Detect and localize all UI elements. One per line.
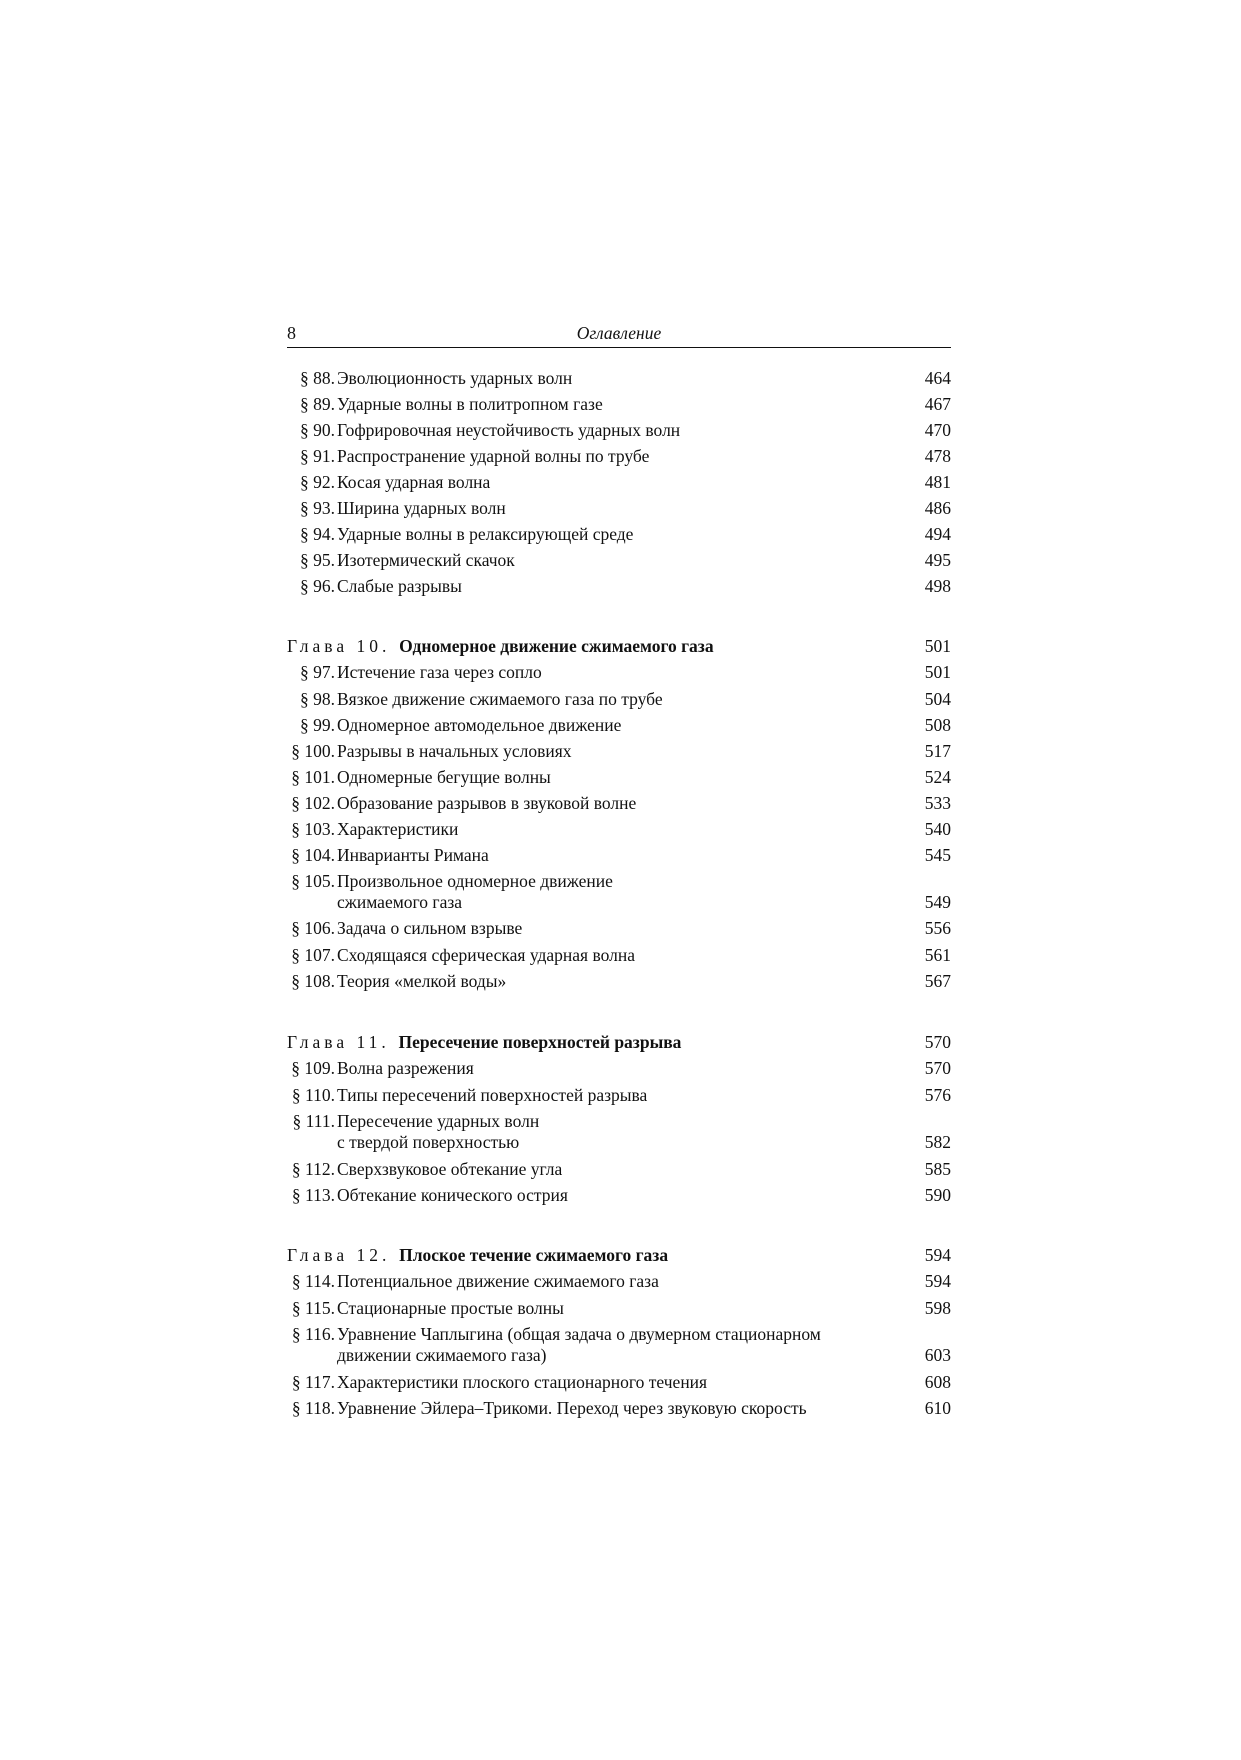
section-page: 508 bbox=[924, 715, 951, 735]
chapter-title bbox=[287, 1030, 902, 1054]
section-title-line2: движении сжимаемого газа) . . . bbox=[337, 1343, 902, 1367]
section-title: Типы пересечений поверхностей разрыва . . . bbox=[337, 1083, 902, 1107]
section-title: Уравнение Эйлера–Трикоми. Переход через звуковую скорость . . . bbox=[337, 1396, 902, 1420]
section-page: 495 bbox=[924, 550, 951, 570]
section-page: 504 bbox=[924, 689, 951, 709]
section-number: § 116. bbox=[291, 1324, 335, 1344]
section-page: 501 bbox=[924, 662, 951, 682]
section-number: § 88. bbox=[300, 368, 335, 388]
section-page: 594 bbox=[924, 1271, 951, 1291]
section-page: 481 bbox=[924, 472, 951, 492]
section-title: Сходящаяся сферическая ударная волна . . . bbox=[337, 943, 902, 967]
section-title-line1: Произвольное одномерное движение bbox=[337, 871, 613, 891]
toc-entry[interactable] bbox=[287, 1269, 951, 1293]
chapter-page: 501 bbox=[924, 636, 951, 656]
chapter-entry[interactable] bbox=[287, 634, 951, 658]
section-title: Слабые разрывы . . . bbox=[337, 574, 902, 598]
section-page: 494 bbox=[924, 524, 951, 544]
toc-entry[interactable] bbox=[287, 1056, 951, 1080]
section-number: § 94. bbox=[300, 524, 335, 544]
section-page: 478 bbox=[924, 446, 951, 466]
section-number: § 91. bbox=[300, 446, 335, 466]
section-page: 561 bbox=[924, 945, 951, 965]
section-page: 610 bbox=[924, 1398, 951, 1418]
section-page: 585 bbox=[924, 1159, 951, 1179]
section-number: § 111. bbox=[292, 1111, 335, 1131]
section-page: 467 bbox=[924, 394, 951, 414]
section-number: § 110. bbox=[291, 1085, 335, 1105]
section-number: § 99. bbox=[300, 715, 335, 735]
toc-entry[interactable] bbox=[287, 739, 951, 763]
chapter-entry[interactable] bbox=[287, 1030, 951, 1054]
section-title-line2: сжимаемого газа . . . bbox=[337, 890, 902, 914]
toc-entry[interactable] bbox=[287, 366, 951, 390]
toc-entry[interactable] bbox=[287, 1396, 951, 1420]
running-head bbox=[287, 321, 951, 348]
toc-entry[interactable] bbox=[287, 574, 951, 598]
section-number: § 93. bbox=[300, 498, 335, 518]
section-title: Сверхзвуковое обтекание угла . . . bbox=[337, 1157, 902, 1181]
toc-entry[interactable] bbox=[287, 713, 951, 737]
toc-entry[interactable] bbox=[287, 869, 951, 915]
chapter-entry[interactable] bbox=[287, 1243, 951, 1267]
section-title: Стационарные простые волны . . . bbox=[337, 1296, 902, 1320]
section-title: Задача о сильном взрыве . . . bbox=[337, 916, 902, 940]
section-page: 567 bbox=[924, 971, 951, 991]
section-title: Распространение ударной волны по трубе . . . bbox=[337, 444, 902, 468]
section-page: 608 bbox=[924, 1372, 951, 1392]
section-title: Вязкое движение сжимаемого газа по трубе . . . bbox=[337, 687, 902, 711]
section-number: § 95. bbox=[300, 550, 335, 570]
section-title: Характеристики плоского стационарного течения . . . bbox=[337, 1370, 902, 1394]
chapter-title bbox=[287, 634, 902, 658]
section-page: 570 bbox=[924, 1058, 951, 1078]
section-page: 517 bbox=[924, 741, 951, 761]
toc-entry[interactable] bbox=[287, 916, 951, 940]
section-title: Изотермический скачок . . . bbox=[337, 548, 902, 572]
chapter-title bbox=[287, 1243, 902, 1267]
section-number: § 108. bbox=[291, 971, 335, 991]
section-number: § 102. bbox=[291, 793, 335, 813]
toc-entry[interactable] bbox=[287, 1109, 951, 1155]
section-page: 549 bbox=[924, 892, 951, 912]
section-title: Гофрировочная неустойчивость ударных волн . . . bbox=[337, 418, 902, 442]
section-title: Ударные волны в релаксирующей среде . . . bbox=[337, 522, 902, 546]
section-title: Ширина ударных волн . . . bbox=[337, 496, 902, 520]
section-title: Косая ударная волна . . . bbox=[337, 470, 902, 494]
section-title: Одномерное автомодельное движение . . . bbox=[337, 713, 902, 737]
toc-entry[interactable] bbox=[287, 791, 951, 815]
chapter-page: 594 bbox=[924, 1245, 951, 1265]
section-page: 486 bbox=[924, 498, 951, 518]
section-number: § 106. bbox=[291, 918, 335, 938]
section-title: Эволюционность ударных волн . . . bbox=[337, 366, 902, 390]
section-title-line1: Уравнение Чаплыгина (общая задача о двумерном стационарном bbox=[337, 1324, 821, 1344]
section-page: 540 bbox=[924, 819, 951, 839]
section-number: § 109. bbox=[291, 1058, 335, 1078]
section-title: Истечение газа через сопло . . . bbox=[337, 660, 902, 684]
section-title-line2: с твердой поверхностью . . . bbox=[337, 1130, 902, 1154]
chapter-label: Глава 11. bbox=[287, 1032, 390, 1052]
section-number: § 118. bbox=[291, 1398, 335, 1418]
section-number: § 89. bbox=[300, 394, 335, 414]
section-page: 470 bbox=[924, 420, 951, 440]
toc-entry[interactable] bbox=[287, 496, 951, 520]
toc-entry[interactable] bbox=[287, 1183, 951, 1207]
toc-entry[interactable] bbox=[287, 843, 951, 867]
toc-entry[interactable] bbox=[287, 1083, 951, 1107]
toc-entry[interactable] bbox=[287, 765, 951, 789]
section-number: § 104. bbox=[291, 845, 335, 865]
toc-entry[interactable] bbox=[287, 1296, 951, 1320]
section-title: Волна разрежения . . . bbox=[337, 1056, 902, 1080]
toc-entry[interactable] bbox=[287, 522, 951, 546]
section-page: 545 bbox=[924, 845, 951, 865]
toc-entry[interactable] bbox=[287, 969, 951, 993]
toc-entry[interactable] bbox=[287, 943, 951, 967]
section-number: § 92. bbox=[300, 472, 335, 492]
section-number: § 97. bbox=[300, 662, 335, 682]
section-number: § 98. bbox=[300, 689, 335, 709]
section-page: 533 bbox=[924, 793, 951, 813]
chapter-label: Глава 12. bbox=[287, 1245, 391, 1265]
toc-entry[interactable] bbox=[287, 660, 951, 684]
toc-entry[interactable] bbox=[287, 1370, 951, 1394]
toc-entry[interactable] bbox=[287, 444, 951, 468]
toc-entry[interactable] bbox=[287, 392, 951, 416]
section-number: § 117. bbox=[291, 1372, 335, 1392]
toc-entry[interactable] bbox=[287, 1157, 951, 1181]
section-page: 498 bbox=[924, 576, 951, 596]
section-title: Инварианты Римана . . . bbox=[337, 843, 902, 867]
toc-entry[interactable] bbox=[287, 817, 951, 841]
section-page: 590 bbox=[924, 1185, 951, 1205]
toc-entry[interactable] bbox=[287, 687, 951, 711]
section-title: Потенциальное движение сжимаемого газа . . . bbox=[337, 1269, 902, 1293]
section-number: § 100. bbox=[291, 741, 335, 761]
toc-entry[interactable] bbox=[287, 418, 951, 442]
running-title: Оглавление bbox=[576, 323, 662, 343]
section-number: § 112. bbox=[291, 1159, 335, 1179]
section-number: § 115. bbox=[291, 1298, 335, 1318]
section-title-line1: Пересечение ударных волн bbox=[337, 1111, 540, 1131]
section-title: Ударные волны в политропном газе . . . bbox=[337, 392, 902, 416]
section-page: 598 bbox=[924, 1298, 951, 1318]
section-page: 603 bbox=[924, 1345, 951, 1365]
section-title: Разрывы в начальных условиях . . . bbox=[337, 739, 902, 763]
page-number: 8 bbox=[287, 323, 296, 343]
chapter-name: Плоское течение сжимаемого газа bbox=[399, 1245, 669, 1265]
section-number: § 105. bbox=[291, 871, 335, 891]
section-page: 556 bbox=[924, 918, 951, 938]
toc-entry[interactable] bbox=[287, 470, 951, 494]
section-page: 576 bbox=[924, 1085, 951, 1105]
chapter-label: Глава 10. bbox=[287, 636, 391, 656]
section-title: Обтекание конического острия . . . bbox=[337, 1183, 902, 1207]
section-number: § 96. bbox=[300, 576, 335, 596]
section-number: § 113. bbox=[291, 1185, 335, 1205]
section-number: § 103. bbox=[291, 819, 335, 839]
section-page: 524 bbox=[924, 767, 951, 787]
section-number: § 90. bbox=[300, 420, 335, 440]
toc-entry[interactable] bbox=[287, 548, 951, 572]
chapter-name: Одномерное движение сжимаемого газа bbox=[399, 636, 714, 656]
section-title: Характеристики . . . bbox=[337, 817, 902, 841]
chapter-page: 570 bbox=[924, 1032, 951, 1052]
section-title: Одномерные бегущие волны . . . bbox=[337, 765, 902, 789]
section-title: Теория «мелкой воды» . . . bbox=[337, 969, 902, 993]
section-number: § 107. bbox=[291, 945, 335, 965]
section-title: Образование разрывов в звуковой волне . . . bbox=[337, 791, 902, 815]
section-number: § 114. bbox=[291, 1271, 335, 1291]
section-page: 582 bbox=[924, 1132, 951, 1152]
chapter-name: Пересечение поверхностей разрыва bbox=[398, 1032, 682, 1052]
section-number: § 101. bbox=[291, 767, 335, 787]
section-page: 464 bbox=[924, 368, 951, 388]
toc-entry[interactable] bbox=[287, 1322, 951, 1368]
